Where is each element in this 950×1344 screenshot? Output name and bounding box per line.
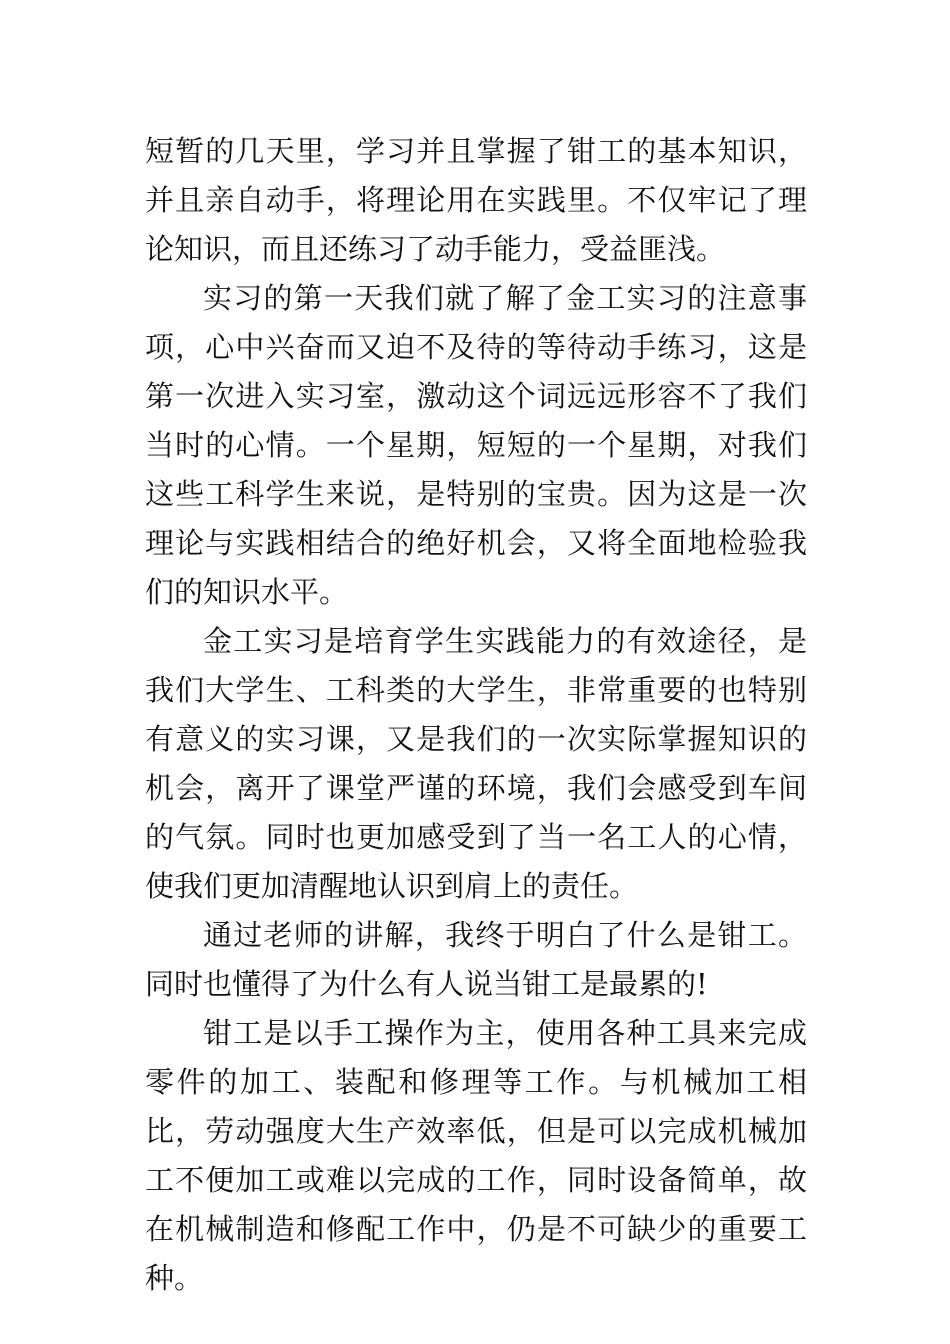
paragraph: 通过老师的讲解，我终于明白了什么是钳工。同时也懂得了为什么有人说当钳工是最累的!	[145, 918, 807, 1001]
paragraph: 实习的第一天我们就了解了金工实习的注意事项，心中兴奋而又迫不及待的等待动手练习，这是第一次进入实习室，激动这个词远远形容不了我们当时的心情。一个星期，短短的一个星期，对我们这些工科学生来说，是特别的宝贵。因为这是一次理论与实践相结合的绝好机会，又将全面地检验我们的知识水平。	[145, 281, 807, 609]
paragraph: 金工实习是培育学生实践能力的有效途径，是我们大学生、工科类的大学生，非常重要的也特别有意义的实习课，又是我们的一次实际掌握知识的机会，离开了课堂严谨的环境，我们会感受到车间的气氛。同时也更加感受到了当一名工人的心情，使我们更加清醒地认识到肩上的责任。	[145, 624, 807, 903]
document-body	[145, 127, 807, 1303]
paragraph: 短暂的几天里，学习并且掌握了钳工的基本知识，并且亲自动手，将理论用在实践里。不仅牢记了理论知识，而且还练习了动手能力，受益匪浅。	[145, 134, 807, 266]
paragraph: 钳工是以手工操作为主，使用各种工具来完成零件的加工、装配和修理等工作。与机械加工相比，劳动强度大生产效率低，但是可以完成机械加工不便加工或难以完成的工作，同时设备简单，故在机械制造和修配工作中，仍是不可缺少的重要工种。	[145, 1016, 807, 1295]
